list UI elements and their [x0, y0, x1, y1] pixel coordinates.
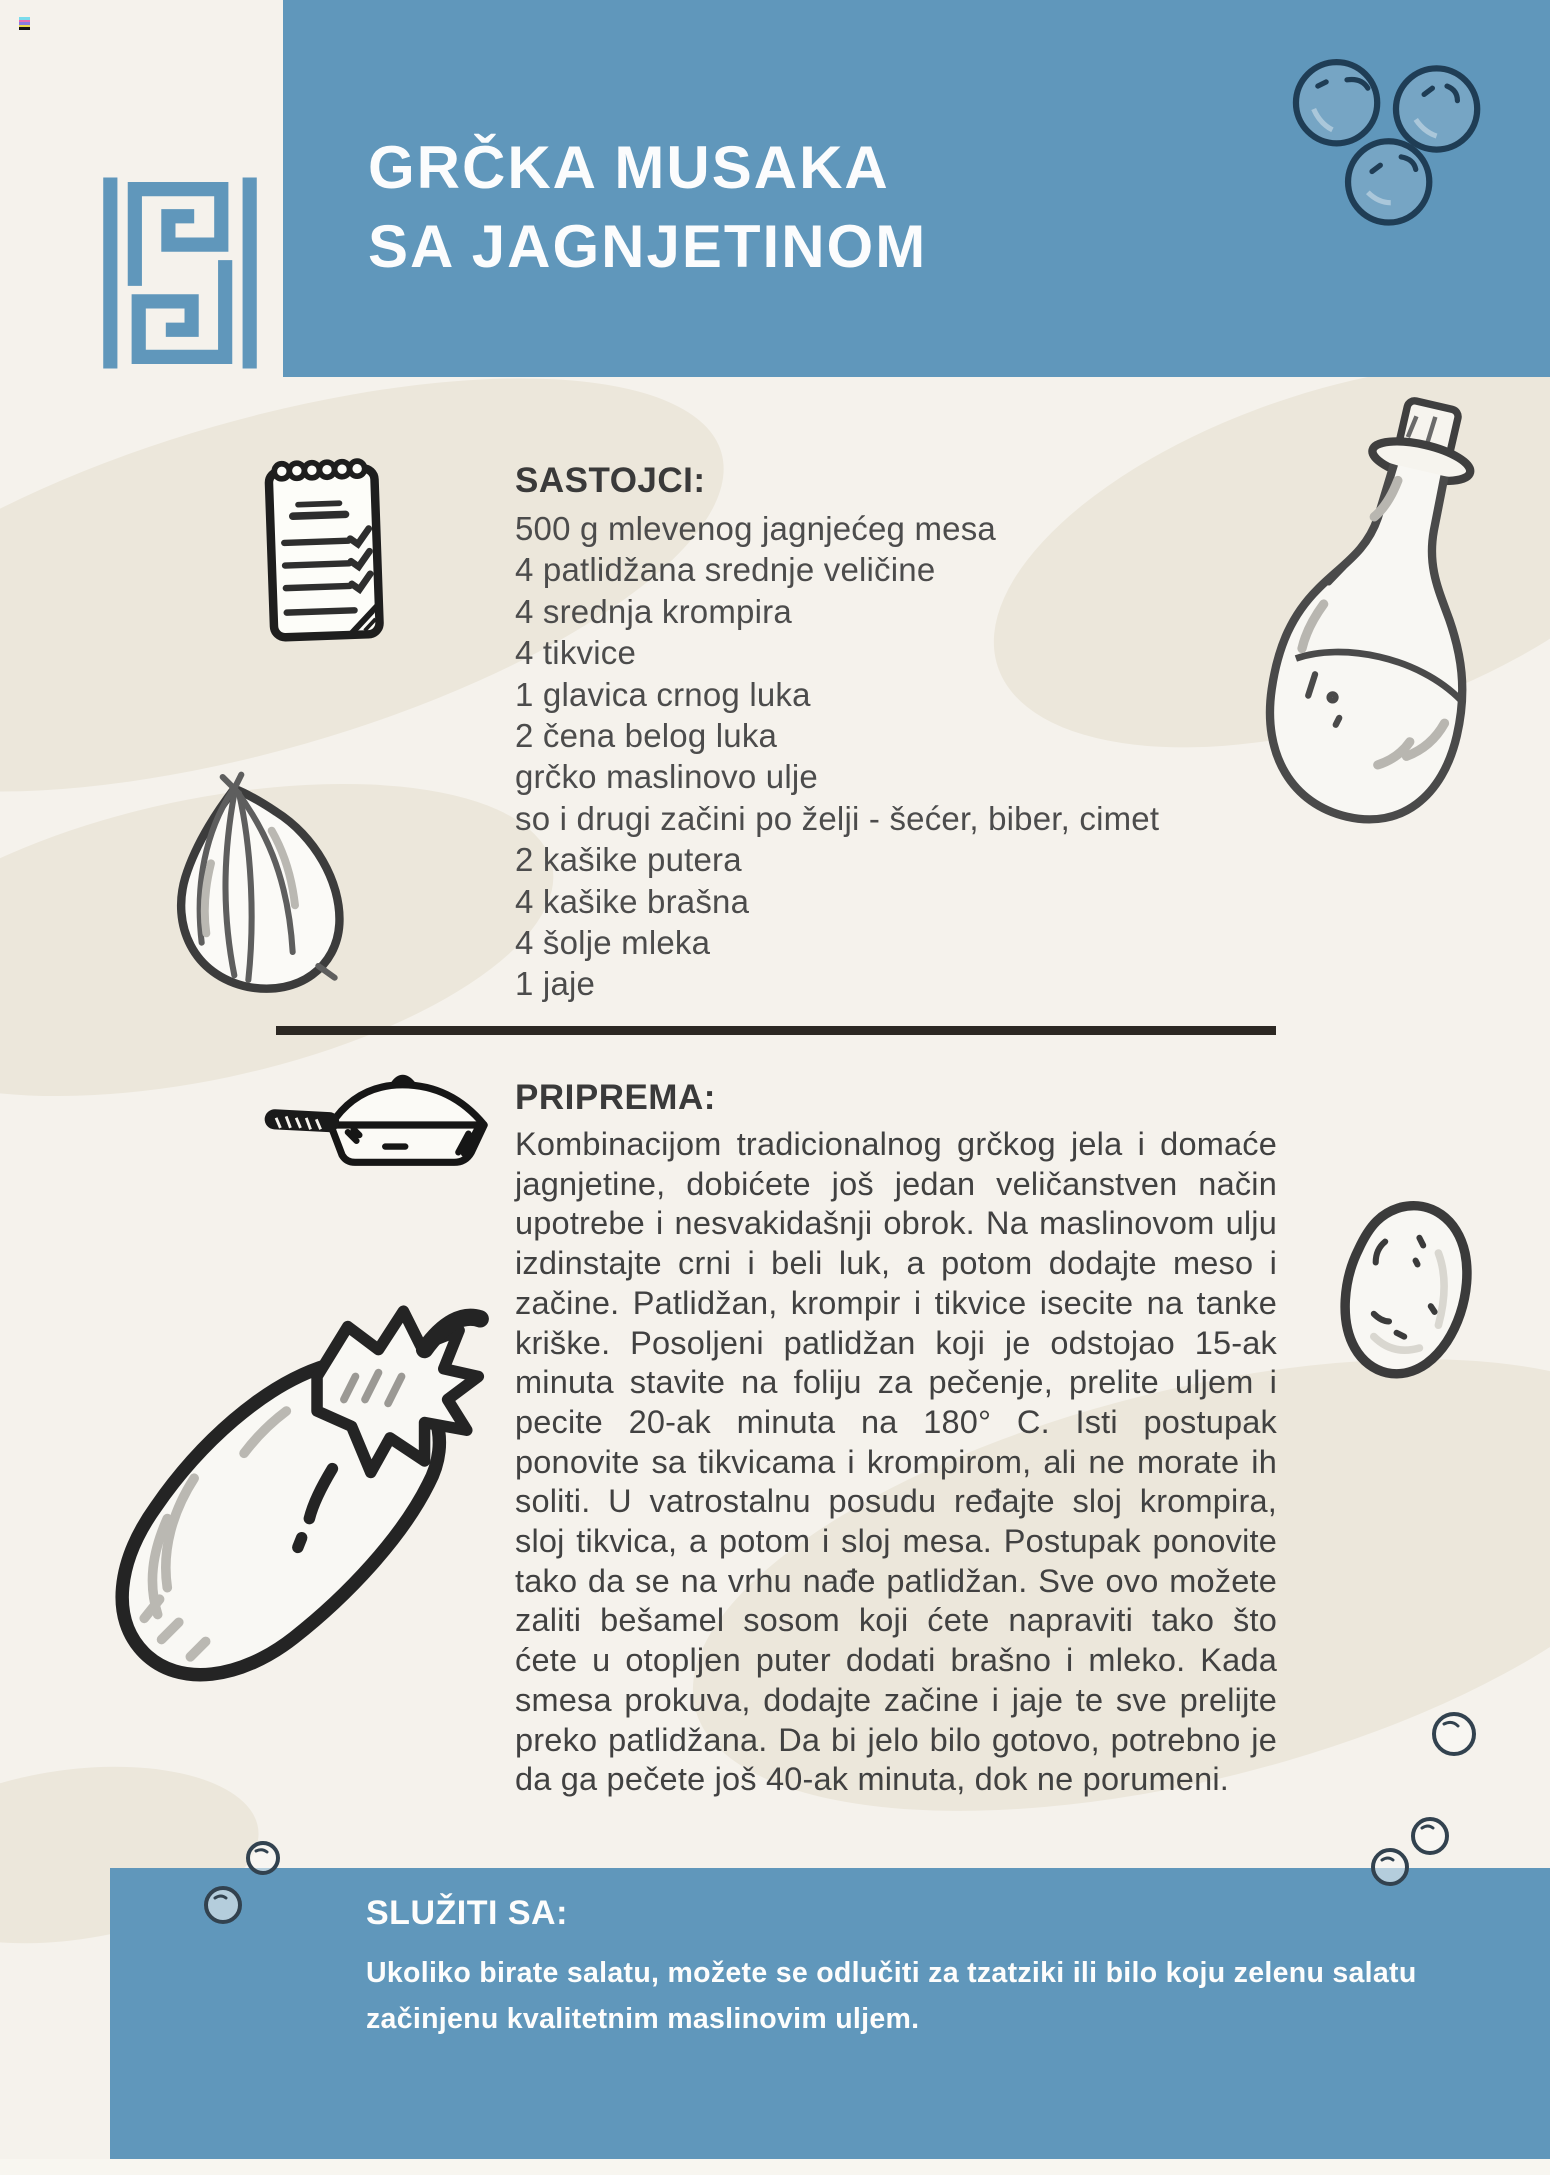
- ingredient-item: 2 kašike putera: [515, 841, 742, 879]
- page-title: [368, 128, 927, 286]
- frying-pan-icon: [256, 1066, 500, 1174]
- preparation-section: [515, 1078, 1277, 1800]
- section-divider: [276, 1026, 1276, 1035]
- ingredient-item: 4 srednja krompira: [515, 592, 792, 630]
- ingredient-item: 2 čena belog luka: [515, 717, 778, 755]
- printer-color-mark: [19, 17, 30, 31]
- ingredient-item: 4 šolje mleka: [515, 924, 711, 962]
- ingredients-heading: SASTOJCI:: [515, 461, 706, 500]
- eggplant-icon: [98, 1292, 490, 1724]
- potato-icon: [1332, 1196, 1484, 1386]
- ingredient-item: 4 patlidžana srednje veličine: [515, 551, 936, 589]
- ingredient-item: 1 jaje: [515, 965, 596, 1003]
- serving-section: [110, 1868, 1550, 2175]
- greek-key-logo-icon: [100, 166, 260, 380]
- page-title-line2: SA JAGNJETINOM: [368, 213, 928, 280]
- ingredient-item: grčko maslinovo ulje: [515, 758, 818, 796]
- olive-oil-bottle-icon: [1222, 385, 1537, 870]
- ingredient-item: 4 kašike brašna: [515, 882, 750, 920]
- serving-heading: SLUŽITI SA:: [366, 1894, 568, 1932]
- chickpeas-icon: [1272, 40, 1522, 228]
- ingredients-section: [515, 461, 1290, 1005]
- ingredient-item: 500 g mlevenog jagnjećeg mesa: [515, 510, 996, 547]
- serving-body: Ukoliko birate salatu, možete se odlučiti za tzatziki ili bilo koju zelenu salatu začinjenu kvalitetnim maslinovim uljem.: [366, 1957, 1417, 2035]
- preparation-body: Kombinacijom tradicionalnog grčkog jela i domaće jagnjetine, dobićete još jedan veličanstven način upotrebe i nesvakidašnji obrok. Na maslinovom ulju izdinstajte crni i beli luk, a potom dodajte meso i začine. Patlidžan, krompir i tikvice isecite na tanke kriške. Posoljeni patlidžan koji je odstojao 15-ak minuta stavite na foliju za pečenje, prelite uljem i pecite 20-ak minuta na 180° C. Isti postupak ponovite sa tikvicama i krompirom, ali ne morate ih soliti. U vatrostalnu posudu ređajte sloj krompira, sloj tikvica, a potom i sloj mesa. Postupak ponovite tako da se na vrhu nađe patlidžan. Sve ovo možete zaliti bešamel sosom koji ćete napraviti tako što ćete u otopljen puter dodati brašno i mleko. Kada smesa prokuva, dodajte začine i jaje te sve prelijte preko patlidžana. Da bi jelo bilo gotovo, potrebno je da ga pečete još 40-ak minuta, dok ne porumeni.: [515, 1126, 1277, 1798]
- notepad-checklist-icon: [260, 450, 392, 648]
- page-title-line1: GRČKA MUSAKA: [368, 134, 890, 201]
- chickpea-dots-icon: [192, 1832, 287, 1932]
- ingredient-item: 1 glavica crnog luka: [515, 675, 811, 713]
- ingredient-item: so i drugi začini po želji - šećer, biber, cimet: [515, 799, 1160, 837]
- onion-icon: [155, 770, 365, 1015]
- page-bottom-edge: [0, 2159, 1550, 2175]
- preparation-heading: PRIPREMA:: [515, 1078, 716, 1117]
- ingredient-item: 4 tikvice: [515, 634, 637, 672]
- chickpea-dots-icon: [1368, 1702, 1480, 1897]
